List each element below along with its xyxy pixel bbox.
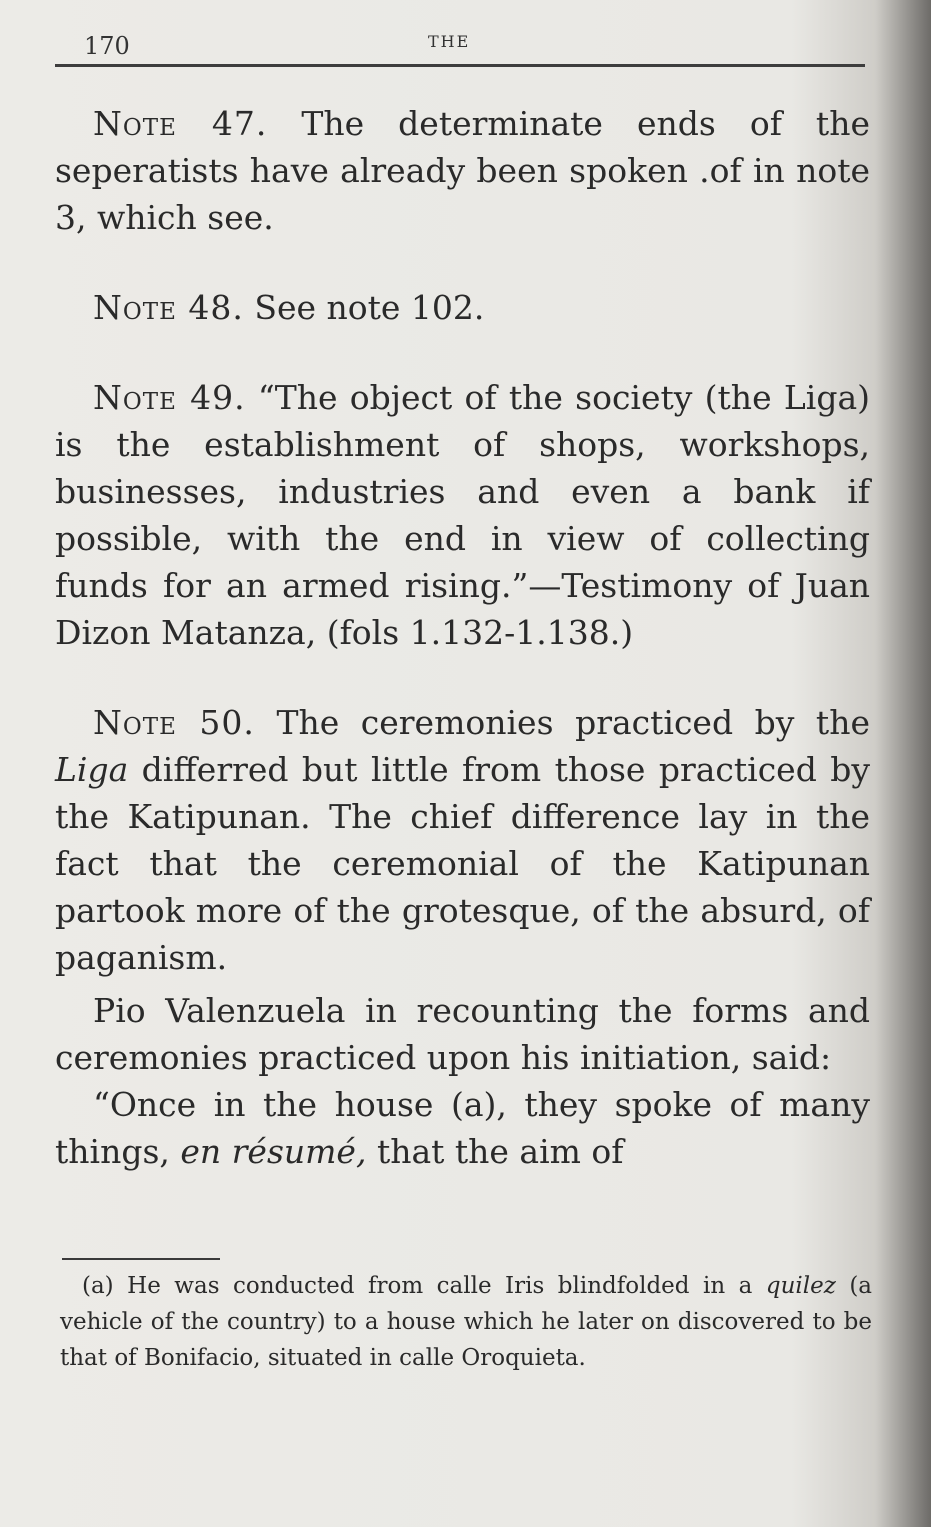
paragraph-text-italic: en résumé, [180, 1132, 367, 1171]
running-head [84, 28, 865, 68]
note-label: Note 49. [93, 378, 246, 417]
note-label: Note 48. [93, 288, 244, 327]
body-text [55, 100, 870, 1175]
note-47 [55, 100, 870, 241]
footnote [60, 1268, 872, 1376]
header-rule [55, 64, 865, 67]
paragraph-quote [55, 1081, 870, 1175]
note-text-italic: Liga [55, 750, 129, 789]
note-label: Note 50. [93, 703, 255, 742]
footnote-text-b: (a vehicle of the country) to a house which he later on discovered to be that of Bonifacio, situated in calle Oroquieta. [60, 1273, 872, 1371]
running-title: THE [428, 32, 471, 51]
note-label: Note 47. [93, 104, 268, 143]
note-text-a: The ceremonies practiced by the [276, 703, 870, 742]
footnote-text-italic: quilez [765, 1273, 836, 1299]
paragraph-text-a: “Once in the house (a), they spoke of many things, [55, 1085, 870, 1171]
note-50 [55, 699, 870, 981]
note-text: See note 102. [254, 288, 485, 327]
note-49 [55, 374, 870, 656]
footnote-rule [62, 1258, 220, 1260]
paragraph-text: Pio Valenzuela in recounting the forms and ceremonies practiced upon his initiation, said: [55, 991, 870, 1077]
footnote-text-a: (a) He was conducted from calle Iris blindfolded in a [82, 1273, 753, 1299]
note-text: The determinate ends of the seperatists have already been spoken .of in note 3, which see. [55, 104, 870, 237]
paragraph-valenzuela [55, 987, 870, 1081]
note-text: “The object of the society (the Liga) is the establishment of shops, workshops, businesses, industries and even a bank if possible, with the end in view of collecting funds for an armed rising.”—Testimony of Juan Dizon Matanza, (fols 1.132-1.138.) [55, 378, 870, 652]
page-number: 170 [84, 32, 130, 60]
paragraph-text-b: that the aim of [376, 1132, 624, 1171]
note-text-b: differred but little from those practiced by the Katipunan. The chief difference lay in the fact that the ceremonial of the Katipunan partook more of the grotesque, of the absurd, of paganism. [55, 750, 870, 977]
note-48 [55, 284, 870, 331]
